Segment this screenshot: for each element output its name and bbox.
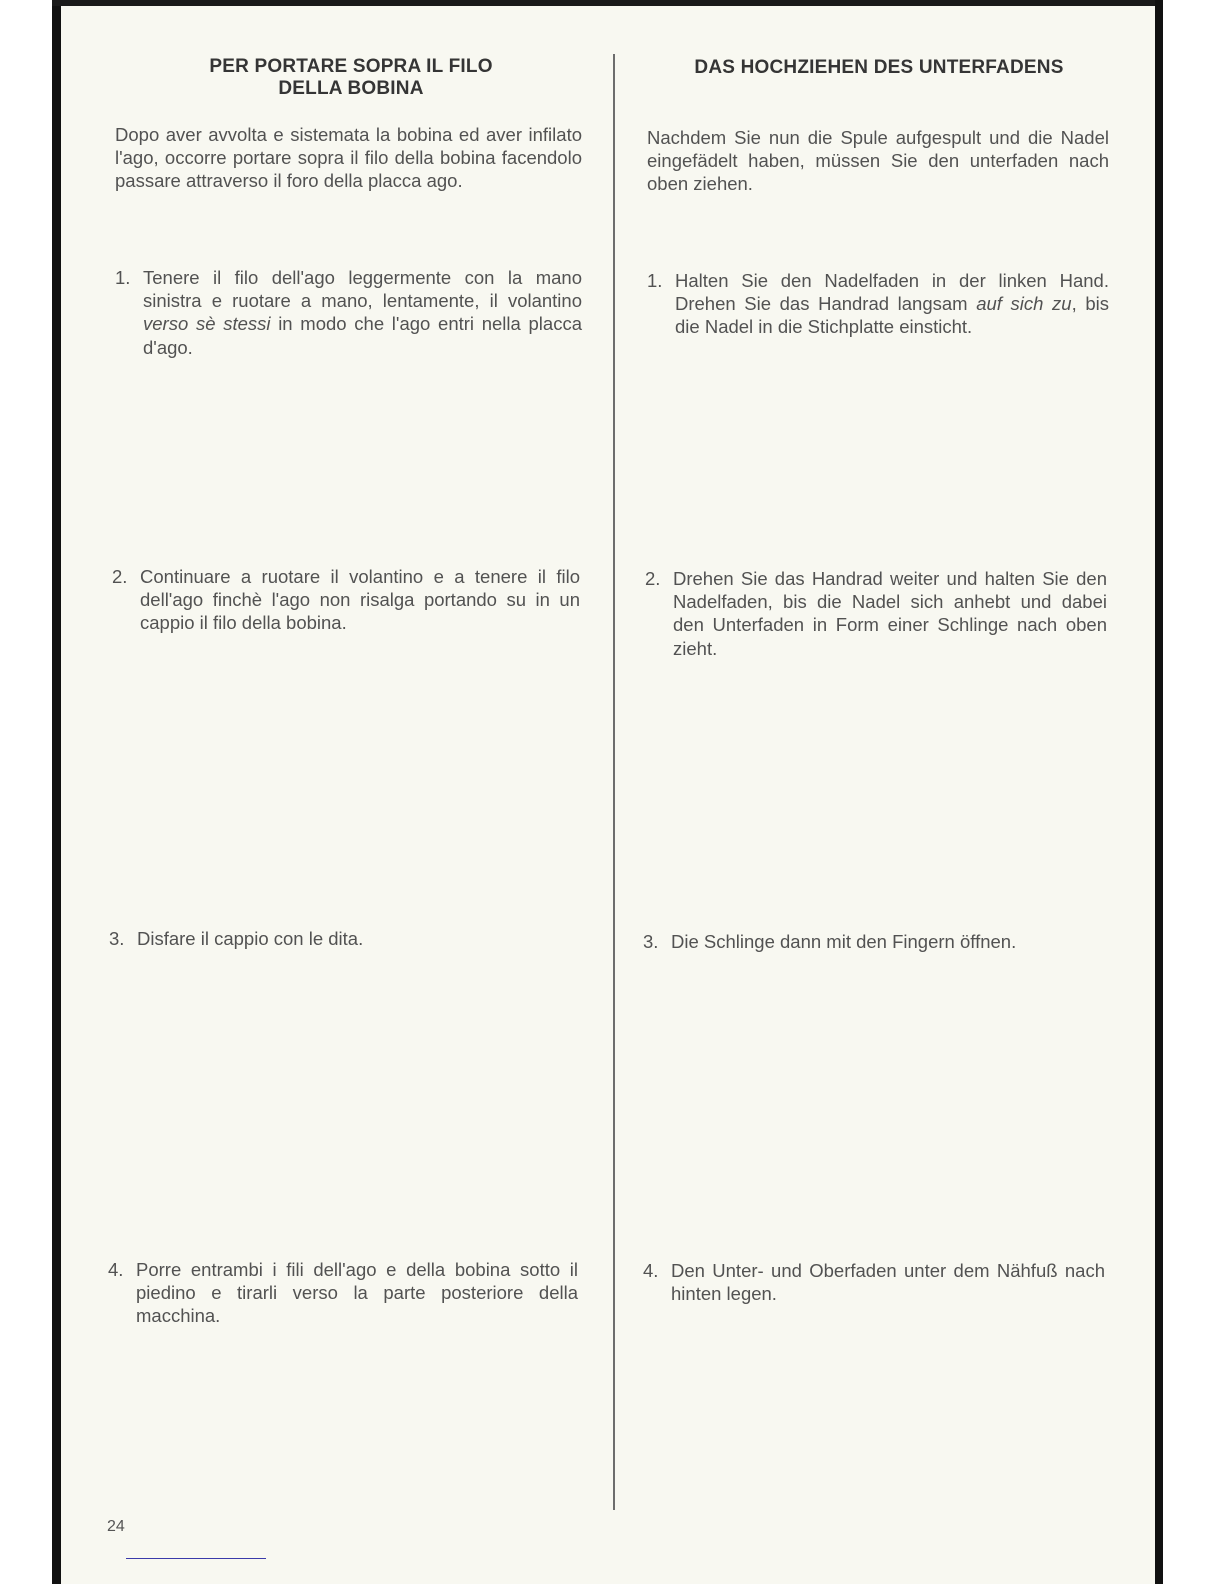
step-number: 2.	[112, 566, 128, 587]
italian-intro: Dopo aver avvolta e sistemata la bobina ed aver infilato l'ago, occorre portare sopra il filo della bobina facendolo passare attraverso il foro della placca ago.	[115, 124, 582, 192]
step-text: Continuare a ruotare il volantino e a tenere il filo dell'ago finchè l'ago non risalga portando su in un cappio il filo della bobina.	[140, 566, 580, 634]
german-heading: DAS HOCHZIEHEN DES UNTERFADENS	[694, 57, 1064, 78]
german-intro: Nachdem Sie nun die Spule aufgespult und die Nadel eingefädelt haben, müssen Sie den unterfaden nach oben ziehen.	[647, 127, 1109, 195]
italian-heading: PER PORTARE SOPRA IL FILO DELLA BOBINA	[209, 56, 493, 99]
step-text: Disfare il cappio con le dita.	[137, 928, 364, 949]
step-text: Den Unter- und Oberfaden unter dem Nähfuß nach hinten legen.	[671, 1260, 1105, 1305]
footer-rule	[126, 1558, 266, 1559]
italian-step-2	[112, 565, 580, 635]
step-text: Porre entrambi i fili dell'ago e della bobina sotto il piedino e tirarli verso la parte posteriore della macchina.	[136, 1259, 578, 1327]
german-step-1	[647, 269, 1109, 339]
german-step-2	[645, 567, 1107, 660]
step-text: Die Schlinge dann mit den Fingern öffnen.	[671, 931, 1017, 952]
step-number: 4.	[108, 1259, 124, 1280]
scan-edge-right	[1155, 0, 1163, 1584]
step-emphasis: verso sè stessi	[143, 313, 271, 335]
step-emphasis: auf sich zu	[976, 293, 1072, 315]
page-number: 24	[107, 1518, 125, 1535]
german-step-3	[643, 930, 1107, 953]
step-number: 1.	[647, 270, 663, 291]
column-divider	[613, 54, 615, 1510]
italian-step-4	[108, 1258, 578, 1328]
step-text: Tenere il filo dell'ago leggermente con la mano sinistra e ruotare a mano, lentamente, il volantino verso sè stessi in modo che l'ago entri nella placca d'ago.	[143, 267, 582, 358]
italian-step-1	[115, 266, 582, 359]
step-text: Halten Sie den Nadelfaden in der linken Hand. Drehen Sie das Handrad langsam auf sich zu, bis die Nadel in die Stichplatte einsticht.	[675, 270, 1109, 338]
scan-edge-left	[52, 0, 61, 1584]
scan-margin-right	[1163, 0, 1224, 1584]
german-step-4	[643, 1259, 1105, 1305]
step-number: 1.	[115, 267, 131, 288]
step-number: 2.	[645, 568, 661, 589]
step-number: 4.	[643, 1260, 659, 1281]
manual-page	[61, 6, 1155, 1584]
italian-step-3	[109, 927, 579, 950]
step-number: 3.	[109, 928, 125, 949]
step-text: Drehen Sie das Handrad weiter und halten Sie den Nadelfaden, bis die Nadel sich anhebt und dabei den Unterfaden in Form einer Schlinge nach oben zieht.	[673, 568, 1107, 659]
scan-margin-left	[0, 0, 52, 1584]
step-number: 3.	[643, 931, 659, 952]
